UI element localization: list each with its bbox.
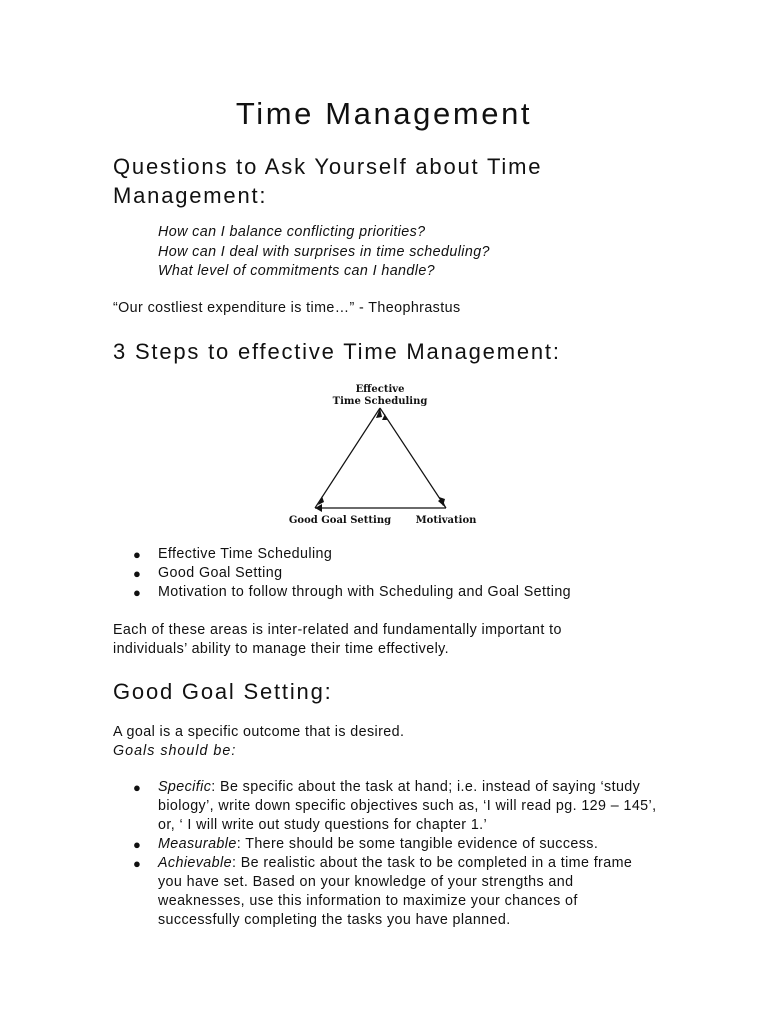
- triangle-arrowheads: [315, 408, 446, 512]
- list-item: [113, 583, 571, 602]
- bullet-icon: ●: [133, 837, 142, 852]
- goal-term: Specific: [158, 779, 212, 795]
- question-item: What level of commitments can I handle?: [158, 263, 436, 279]
- diagram-right-label: Motivation: [415, 515, 477, 526]
- step-text: Motivation to follow through with Scheduling and Goal Setting: [158, 584, 572, 600]
- steps-heading: 3 Steps to effective Time Management:: [113, 339, 561, 364]
- list-item: [113, 564, 571, 583]
- list-item: [113, 854, 658, 930]
- questions-heading-line2: Management:: [113, 183, 268, 208]
- goal-setting-heading: Good Goal Setting:: [113, 679, 333, 704]
- question-item: How can I balance conflicting priorities?: [158, 224, 426, 240]
- diagram-left-label: Good Goal Setting: [288, 515, 392, 526]
- list-item: [113, 778, 658, 835]
- time-management-triangle-diagram: [285, 378, 485, 530]
- list-item: [113, 545, 571, 564]
- document-title: Time Management: [235, 96, 533, 131]
- theophrastus-quote: “Our costliest expenditure is time…” - Theophrastus: [113, 300, 461, 316]
- step-text: Effective Time Scheduling: [158, 546, 333, 562]
- bullet-icon: ●: [133, 585, 142, 600]
- steps-bullet-list: [113, 545, 571, 602]
- questions-heading: [113, 152, 713, 210]
- diagram-top-label-line2: Time Scheduling: [332, 396, 428, 407]
- bullet-icon: ●: [133, 856, 142, 871]
- questions-heading-line1: Questions to Ask Yourself about Time: [113, 154, 543, 179]
- goal-description: : There should be some tangible evidence of success.: [236, 836, 599, 852]
- triangle-shape: [315, 408, 446, 508]
- goals-should-be-label: Goals should be:: [113, 743, 237, 759]
- paragraph-line: individuals’ ability to manage their time effectively.: [113, 641, 450, 657]
- bullet-icon: ●: [133, 547, 142, 562]
- paragraph-line: Each of these areas is inter-related and fundamentally important to: [113, 622, 562, 638]
- list-item: [113, 835, 658, 854]
- diagram-top-label-line1: Effective: [355, 384, 405, 395]
- goal-definition-text: A goal is a specific outcome that is desired.: [113, 724, 405, 740]
- question-item: How can I deal with surprises in time scheduling?: [158, 243, 490, 260]
- goals-bullet-list: [113, 778, 673, 930]
- goal-description: : Be realistic about the task to be completed in a time frame you have set. Based on your knowledge of your strengths and weaknesses, use this information to maximize your chances of successfully completing the tasks you have planned.: [158, 855, 633, 928]
- questions-list: [158, 223, 490, 282]
- goal-term: Achievable: [158, 855, 232, 871]
- goal-definition: [113, 723, 673, 761]
- interrelated-paragraph: [113, 621, 673, 659]
- goal-description: : Be specific about the task at hand; i.e. instead of saying ‘study biology’, write down specific objectives such as, ‘I will read pg. 129 – 145’, or, ‘ I will write out study questions for chapter 1.’: [158, 779, 657, 833]
- goal-term: Measurable: [158, 836, 237, 852]
- bullet-icon: ●: [133, 780, 142, 795]
- step-text: Good Goal Setting: [158, 565, 283, 581]
- bullet-icon: ●: [133, 566, 142, 581]
